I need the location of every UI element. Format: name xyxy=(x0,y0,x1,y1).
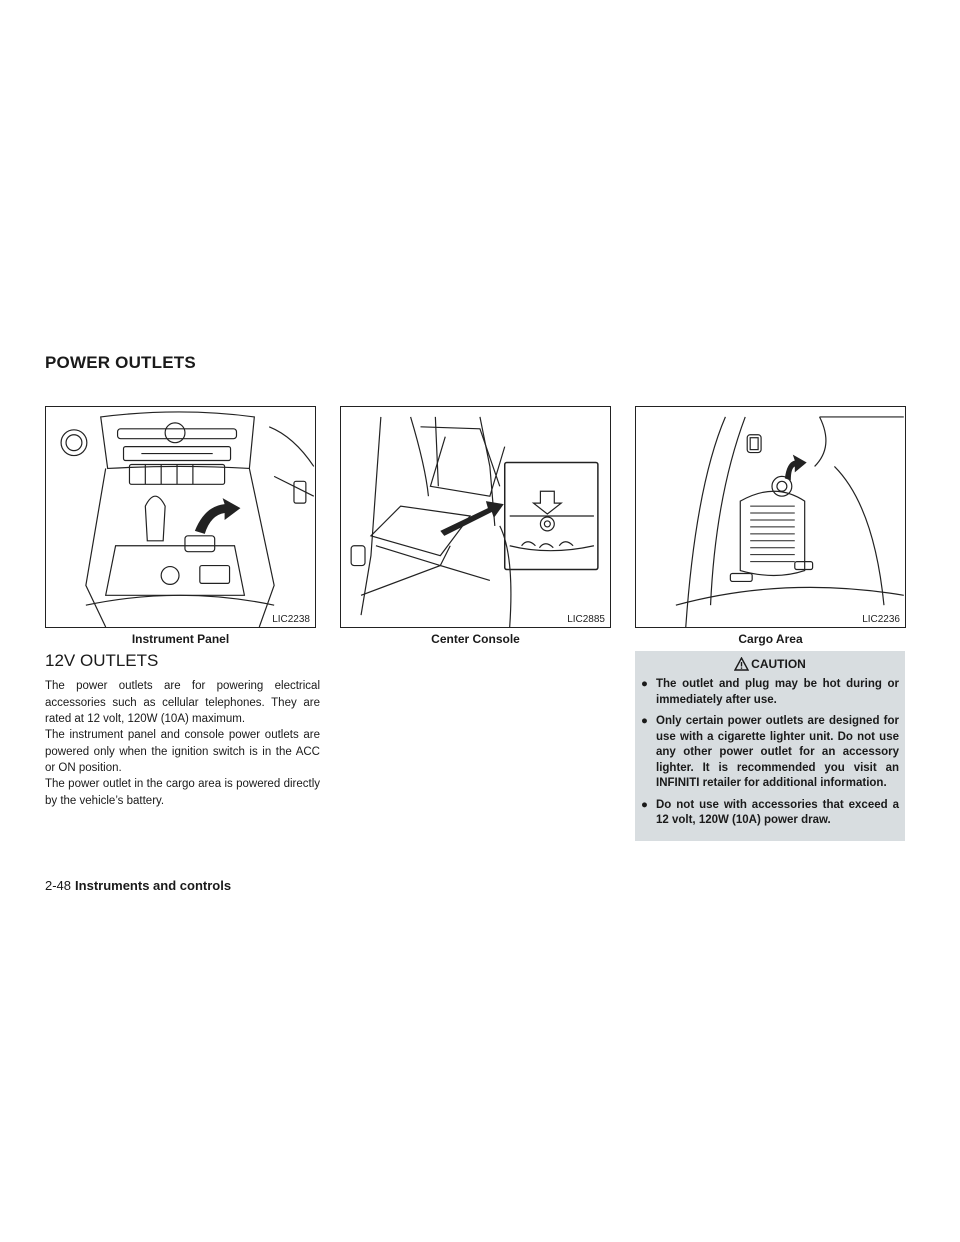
figure-caption: Instrument Panel xyxy=(131,632,230,646)
paragraph: The power outlet in the cargo area is powered directly by the vehicle’s battery. xyxy=(45,778,320,807)
paragraph: The power outlets are for powering electrical accessories such as cellular telephones. They are rated at 12 volt, 120W (10A) maximum. xyxy=(45,680,320,725)
subheading-12v-outlets: 12V OUTLETS xyxy=(45,651,159,670)
caution-item xyxy=(641,798,899,829)
bullet: ● xyxy=(641,798,648,811)
caution-item-text: The outlet and plug may be hot during or immediately after use. xyxy=(656,678,899,706)
center-console-illustration xyxy=(341,407,610,627)
caution-item xyxy=(641,714,899,792)
cargo-area-illustration xyxy=(636,407,905,627)
paragraph: The instrument panel and console power outlets are powered only when the ignition switch is in the ACC or ON position. xyxy=(45,729,320,774)
figure-caption: Center Console xyxy=(431,632,520,646)
page-footer xyxy=(45,878,231,893)
caution-title-text: CAUTION xyxy=(751,657,806,671)
warning-icon xyxy=(734,657,749,671)
chapter-title: Instruments and controls xyxy=(75,878,232,893)
figure-code: LIC2238 xyxy=(272,614,310,625)
page-number: 2-48 xyxy=(45,878,72,893)
caution-item-text: Only certain power outlets are designed for use with a cigarette lighter unit. Do not use any other power outlet for an accessory lighter. It is recommended you visit an INFINITI retailer for additional information. xyxy=(656,715,899,789)
arrow-icon xyxy=(195,498,241,534)
figure-cargo-area xyxy=(635,406,906,628)
figure-code: LIC2885 xyxy=(567,614,605,625)
figure-code: LIC2236 xyxy=(862,614,900,625)
bullet: ● xyxy=(641,678,648,690)
caution-item-text: Do not use with accessories that exceed a 12 volt, 120W (10A) power draw. xyxy=(656,798,899,826)
section-heading: POWER OUTLETS xyxy=(45,353,196,372)
caution-list xyxy=(641,677,899,829)
figure-caption: Cargo Area xyxy=(738,632,803,646)
figure-instrument-panel xyxy=(45,406,316,628)
arrow-icon xyxy=(785,455,807,481)
caution-box xyxy=(635,651,905,841)
caution-title xyxy=(641,655,899,673)
figure-center-console xyxy=(340,406,611,628)
instrument-panel-illustration xyxy=(46,407,315,627)
bullet: ● xyxy=(641,715,648,727)
caution-item xyxy=(641,677,899,708)
